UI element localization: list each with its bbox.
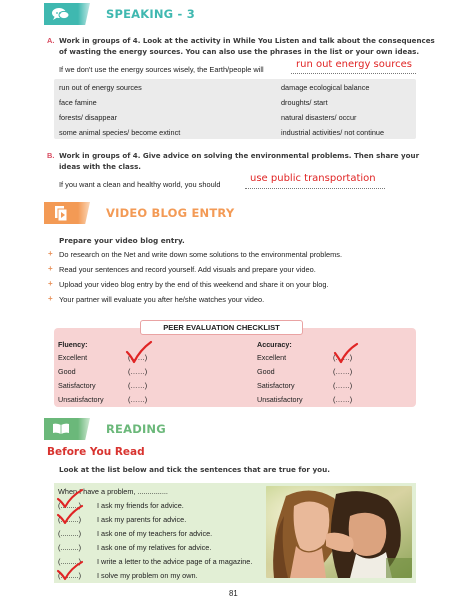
question-b-answer: use public transportation [250, 173, 376, 184]
question-a-line2: of wasting the energy sources. You can also use the phrases in the list or your own ideas. [59, 47, 420, 56]
open-book-icon [44, 418, 78, 440]
video-blog-icon-box [44, 202, 78, 224]
accuracy-box-3[interactable]: (……) [333, 381, 353, 390]
accuracy-item-2: Good [257, 367, 275, 376]
question-b-line2: ideas with the class. [59, 162, 141, 171]
video-blog-bullet-2: Read your sentences and record yourself. Add visuals and prepare your video. [59, 265, 316, 274]
question-b-prompt: If you want a clean and healthy world, you should [59, 180, 221, 189]
video-blog-title: VIDEO BLOG ENTRY [106, 206, 235, 220]
fluency-item-3: Satisfactory [58, 381, 96, 390]
bullet-plus-1: + [48, 249, 53, 258]
phrase-left-4: some animal species/ become extinct [59, 128, 181, 137]
video-blog-bullet-3: Upload your video blog entry by the end of this weekend and share it on your blog. [59, 280, 329, 289]
reading-icon-box [44, 418, 78, 440]
reading-band [78, 418, 90, 440]
two-girls-photo [266, 486, 412, 578]
reading-header [44, 418, 344, 440]
reading-item-box-1[interactable]: (.........) [58, 501, 82, 510]
phrase-right-2: droughts/ start [281, 98, 328, 107]
fluency-box-3[interactable]: (……) [128, 381, 148, 390]
speech-bubble-icon [44, 3, 78, 25]
accuracy-heading: Accuracy: [257, 340, 292, 349]
accuracy-item-1: Excellent [257, 353, 287, 362]
speaking-header [44, 3, 344, 25]
speaking-icon-box [44, 3, 78, 25]
fluency-item-2: Good [58, 367, 76, 376]
video-blog-bullet-4: Your partner will evaluate you after he/she watches your video. [59, 295, 265, 304]
reading-item-box-5[interactable]: (.........) [58, 557, 82, 566]
video-blog-intro: Prepare your video blog entry. [59, 236, 185, 245]
question-b-line1: Work in groups of 4. Give advice on solving the environmental problems. Then share your [59, 151, 420, 160]
accuracy-item-3: Satisfactory [257, 381, 295, 390]
peer-checklist-box [54, 328, 416, 407]
accuracy-tick-mark [332, 342, 360, 366]
fluency-item-4: Unsatisfactory [58, 395, 104, 404]
phrase-left-2: face famine [59, 98, 97, 107]
reading-item-3: I ask one of my teachers for advice. [97, 529, 213, 538]
phrase-right-4: industrial activities/ not continue [281, 128, 385, 137]
bullet-plus-2: + [48, 264, 53, 273]
fluency-box-4[interactable]: (……) [128, 395, 148, 404]
fluency-box-1[interactable]: (……) [128, 353, 148, 362]
question-a-letter: A. [47, 36, 55, 45]
peer-checklist-title: PEER EVALUATION CHECKLIST [140, 320, 303, 335]
reading-instruction: Look at the list below and tick the sentences that are true for you. [59, 465, 330, 474]
reading-item-box-4[interactable]: (.........) [58, 543, 82, 552]
video-blog-band [78, 202, 90, 224]
question-b-answer-line [245, 188, 385, 189]
reading-list-intro: When I have a problem, ............... [58, 487, 168, 496]
reading-subtitle: Before You Read [47, 446, 145, 458]
page-number: 81 [229, 589, 238, 598]
accuracy-item-4: Unsatisfactory [257, 395, 303, 404]
reading-item-2: I ask my parents for advice. [97, 515, 187, 524]
question-b-letter: B. [47, 151, 55, 160]
reading-item-box-2[interactable]: (.........) [58, 515, 82, 524]
speaking-band [78, 3, 90, 25]
speaking-title: SPEAKING - 3 [106, 7, 195, 21]
accuracy-box-2[interactable]: (……) [333, 367, 353, 376]
phrase-left-3: forests/ disappear [59, 113, 118, 122]
phrase-right-3: natural disasters/ occur [281, 113, 357, 122]
phrase-left-1: run out of energy sources [59, 83, 142, 92]
fluency-item-1: Excellent [58, 353, 88, 362]
question-a-line1: Work in groups of 4. Look at the activity in While You Listen and talk about the consequences [59, 36, 435, 45]
bullet-plus-3: + [48, 279, 53, 288]
question-a-prompt: If we don't use the energy sources wisely, the Earth/people will [59, 65, 264, 74]
fluency-heading: Fluency: [58, 340, 88, 349]
question-a-answer: run out energy sources [296, 59, 412, 70]
reading-tick-6 [55, 560, 85, 582]
reading-item-box-3[interactable]: (.........) [58, 529, 82, 538]
fluency-box-2[interactable]: (……) [128, 367, 148, 376]
reading-item-1: I ask my friends for advice. [97, 501, 184, 510]
accuracy-box-1[interactable]: (……) [333, 353, 353, 362]
video-blog-bullet-1: Do research on the Net and write down some solutions to the environmental problems. [59, 250, 343, 259]
question-a-answer-line [291, 73, 416, 74]
bullet-plus-4: + [48, 294, 53, 303]
reading-tick-2 [55, 504, 85, 526]
reading-item-4: I ask one of my relatives for advice. [97, 543, 212, 552]
phrase-right-1: damage ecological balance [281, 83, 370, 92]
reading-item-5: I write a letter to the advice page of a magazine. [97, 557, 253, 566]
video-page-icon [44, 202, 78, 224]
reading-title: READING [106, 422, 166, 436]
accuracy-box-4[interactable]: (……) [333, 395, 353, 404]
fluency-tick-mark [124, 340, 154, 366]
video-blog-header [44, 202, 344, 224]
reading-item-6: I solve my problem on my own. [97, 571, 198, 580]
reading-item-box-6[interactable]: (.........) [58, 571, 82, 580]
